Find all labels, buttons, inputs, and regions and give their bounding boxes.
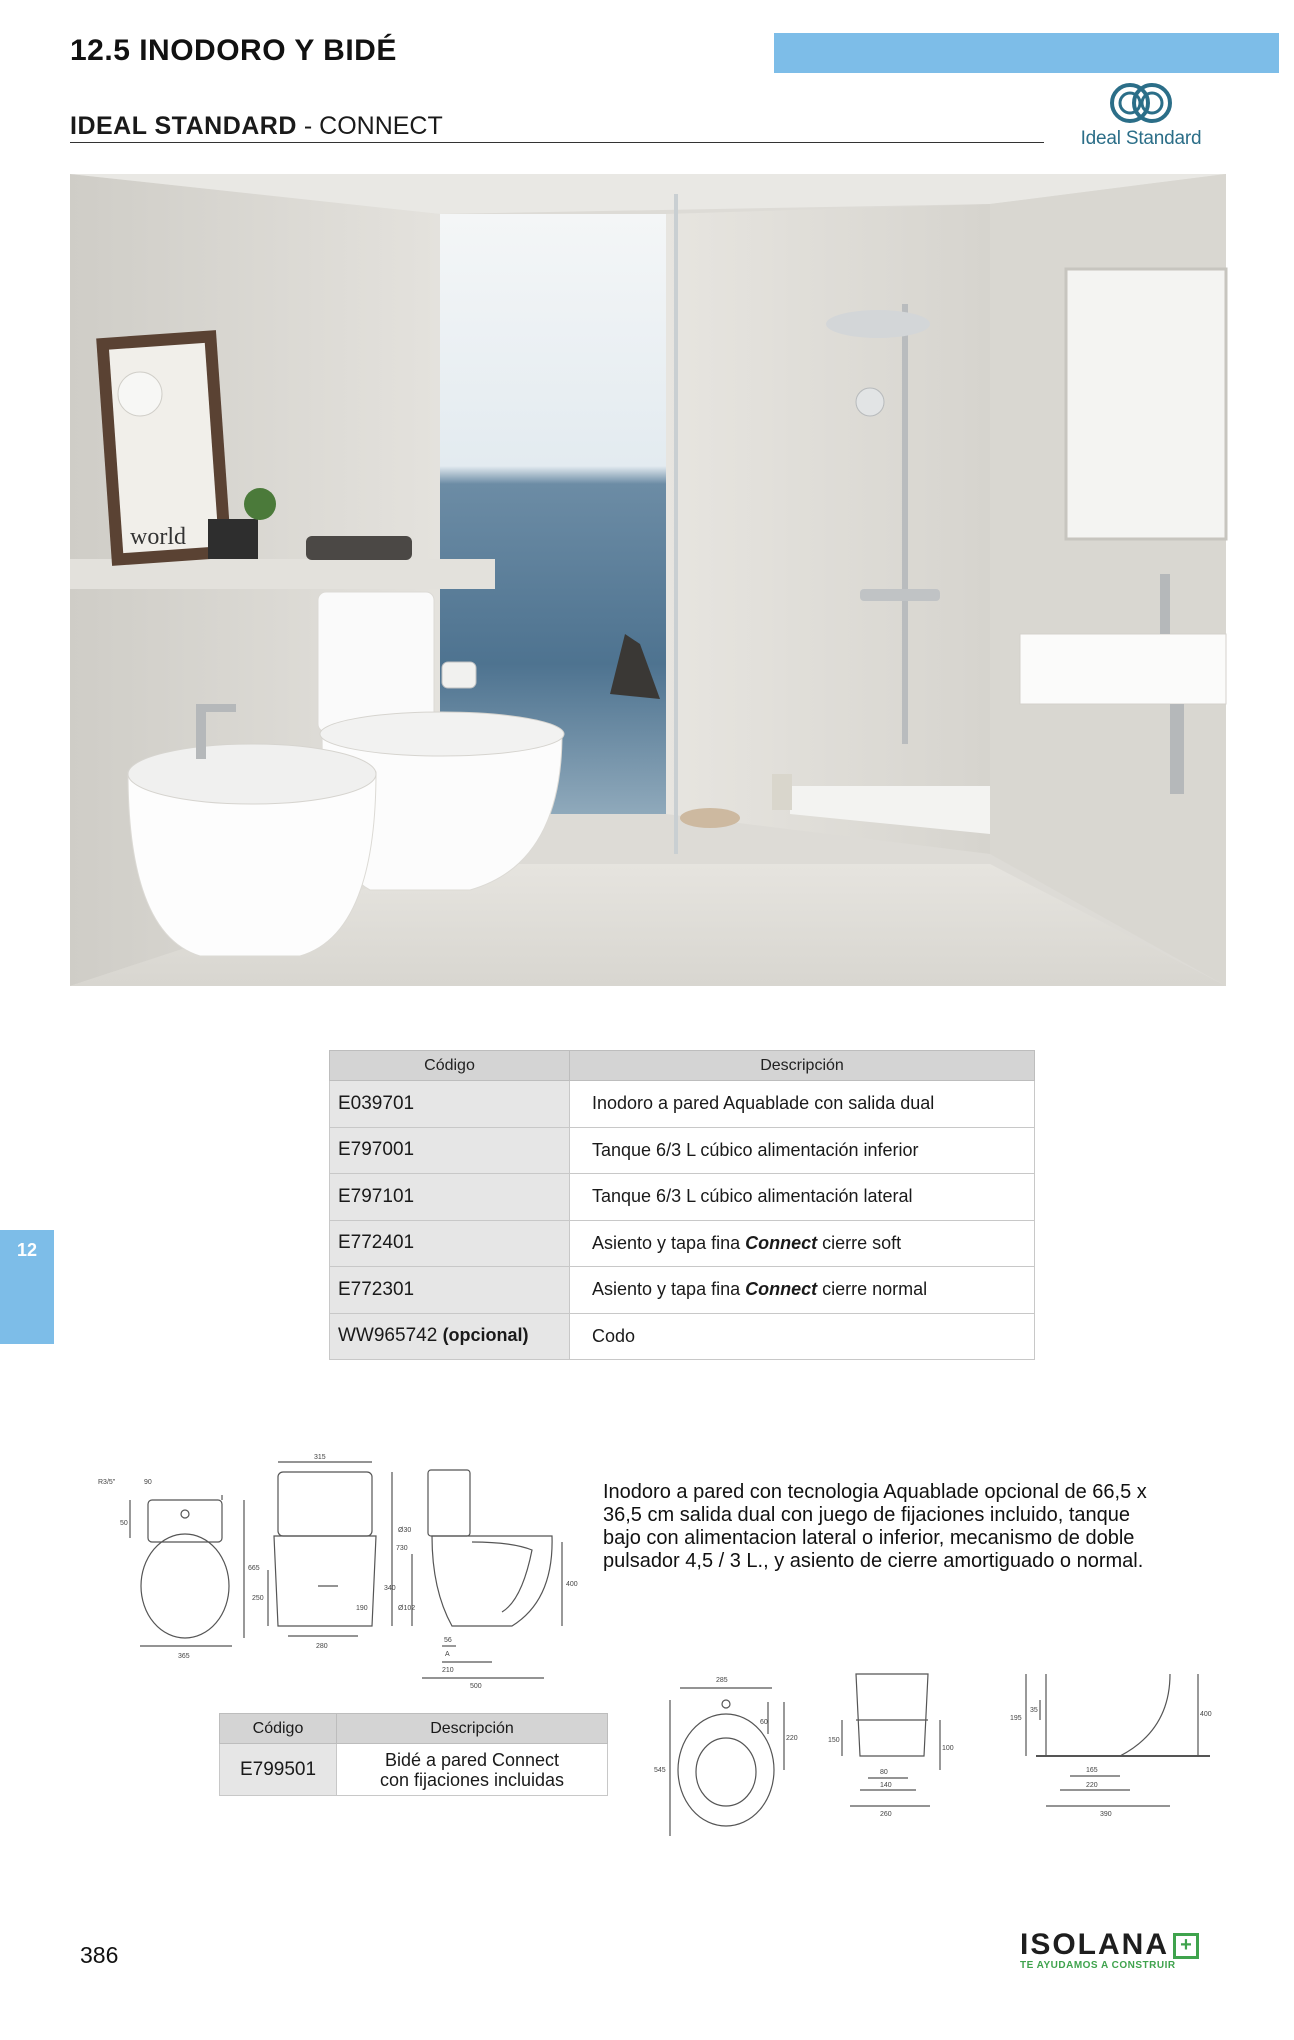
dim-label: 315 bbox=[314, 1454, 326, 1461]
dim-label: 400 bbox=[566, 1581, 578, 1588]
dim-label: Ø102 bbox=[398, 1605, 416, 1612]
dim-label: 190 bbox=[356, 1605, 368, 1612]
series-emphasis: Connect bbox=[745, 1232, 818, 1253]
code-cell: E772401 bbox=[330, 1220, 570, 1267]
svg-text:world: world bbox=[130, 524, 186, 550]
series-emphasis: Connect bbox=[745, 1279, 818, 1300]
logo-text: Ideal Standard bbox=[1080, 128, 1202, 149]
dim-label: 56 bbox=[444, 1637, 452, 1644]
company-name: ISOLANA bbox=[1020, 1928, 1169, 1961]
bathroom-photo bbox=[70, 174, 1226, 986]
description-cell bbox=[570, 1267, 1035, 1314]
dim-label: 545 bbox=[654, 1767, 666, 1774]
table-row bbox=[220, 1744, 608, 1796]
code-cell bbox=[330, 1313, 570, 1360]
description-cell: Tanque 6/3 L cúbico alimentación inferior bbox=[570, 1127, 1035, 1174]
toilet-technical-drawing bbox=[92, 1450, 592, 1690]
chapter-tab bbox=[0, 1230, 54, 1344]
description-text: Asiento y tapa fina bbox=[592, 1232, 746, 1253]
dim-label: 285 bbox=[716, 1677, 728, 1684]
header-description: Descripción bbox=[337, 1714, 608, 1744]
code-cell: E797001 bbox=[330, 1127, 570, 1174]
bidet-table bbox=[219, 1713, 608, 1796]
description-cell: Codo bbox=[570, 1313, 1035, 1360]
code-cell: E772301 bbox=[330, 1267, 570, 1314]
dim-label: 80 bbox=[880, 1769, 888, 1776]
dim-label: 730 bbox=[396, 1545, 408, 1552]
dim-label: 140 bbox=[880, 1782, 892, 1789]
dim-label: 260 bbox=[880, 1811, 892, 1818]
header-description: Descripción bbox=[570, 1051, 1035, 1081]
section-title: 12.5 INODORO Y BIDÉ bbox=[70, 34, 397, 67]
dim-label: 220 bbox=[1086, 1782, 1098, 1789]
dim-label: 165 bbox=[1086, 1767, 1098, 1774]
description-text: cierre normal bbox=[817, 1279, 928, 1300]
dim-label: 100 bbox=[942, 1745, 954, 1752]
logo-rings-icon bbox=[1106, 80, 1176, 126]
table-row bbox=[330, 1174, 1035, 1221]
description-line: con fijaciones incluidas bbox=[379, 1769, 565, 1790]
description-cell bbox=[337, 1744, 608, 1796]
ideal-standard-logo bbox=[1066, 80, 1216, 170]
dim-label: Ø30 bbox=[398, 1527, 412, 1534]
description-text: Asiento y tapa fina bbox=[592, 1279, 746, 1300]
table-row bbox=[330, 1220, 1035, 1267]
table-row bbox=[330, 1267, 1035, 1314]
description-cell: Inodoro a pared Aquablade con salida dual bbox=[570, 1081, 1035, 1128]
table-row bbox=[330, 1313, 1035, 1360]
chapter-number: 12 bbox=[16, 1240, 38, 1260]
dim-label: 340 bbox=[384, 1585, 396, 1592]
series-name: - CONNECT bbox=[296, 112, 443, 140]
product-description: Inodoro a pared con tecnologia Aquablade opcional de 66,5 x 36,5 cm salida dual con juego de fijaciones incluido, tanque bajo con alimentacion lateral o inferior, mecanismo de doble pulsador 4,5 / 3 L., y asiento de cierre amortiguado o normal. bbox=[603, 1481, 1147, 1572]
table-header-row bbox=[220, 1714, 608, 1744]
bidet-technical-drawing bbox=[650, 1660, 1210, 1840]
dim-label: 195 bbox=[1010, 1715, 1022, 1722]
dim-label: 365 bbox=[178, 1653, 190, 1660]
description-text: cierre soft bbox=[817, 1232, 902, 1253]
table-header-row bbox=[330, 1051, 1035, 1081]
dim-label: 150 bbox=[828, 1737, 840, 1744]
code-cell: E799501 bbox=[220, 1744, 337, 1796]
dim-label: 90 bbox=[144, 1479, 152, 1486]
dim-label: 35 bbox=[1030, 1707, 1038, 1714]
table-row bbox=[330, 1081, 1035, 1128]
isolana-logo bbox=[1020, 1928, 1210, 1978]
code-cell: E797101 bbox=[330, 1174, 570, 1221]
dim-label: 210 bbox=[442, 1667, 454, 1674]
dim-label: 390 bbox=[1100, 1811, 1112, 1818]
page-number: 386 bbox=[80, 1942, 119, 1968]
header-code: Código bbox=[220, 1714, 337, 1744]
header-code: Código bbox=[330, 1051, 570, 1081]
optional-note: (opcional) bbox=[442, 1325, 529, 1346]
dim-label: 50 bbox=[120, 1520, 128, 1527]
brand-name: IDEAL STANDARD bbox=[70, 112, 297, 140]
dim-label: R3/5" bbox=[98, 1479, 116, 1486]
plus-icon: + bbox=[1173, 1933, 1199, 1959]
dim-label: 500 bbox=[470, 1683, 482, 1690]
dim-label: 60 bbox=[760, 1719, 768, 1726]
dim-label: 280 bbox=[316, 1643, 328, 1650]
dim-label: 400 bbox=[1200, 1711, 1212, 1718]
dim-label: 665 bbox=[248, 1565, 260, 1572]
dim-label: 250 bbox=[252, 1595, 264, 1602]
description-line: Bidé a pared Connect bbox=[384, 1749, 560, 1770]
code-cell: E039701 bbox=[330, 1081, 570, 1128]
header-accent-bar bbox=[774, 33, 1279, 73]
company-tagline: TE AYUDAMOS A CONSTRUIR bbox=[1020, 1960, 1176, 1971]
description-cell: Tanque 6/3 L cúbico alimentación lateral bbox=[570, 1174, 1035, 1221]
description-cell bbox=[570, 1220, 1035, 1267]
code-text: WW965742 bbox=[338, 1325, 438, 1347]
brand-heading bbox=[70, 112, 1044, 143]
dim-label: 220 bbox=[786, 1735, 798, 1742]
table-row bbox=[330, 1127, 1035, 1174]
dim-label: A bbox=[445, 1651, 450, 1658]
product-table bbox=[329, 1050, 1035, 1360]
